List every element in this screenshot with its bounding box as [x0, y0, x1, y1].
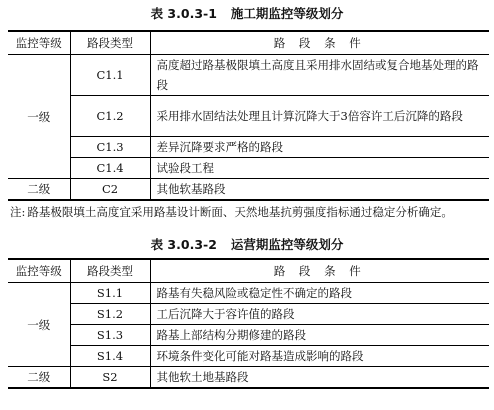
table1-level-cell: 一级	[8, 55, 70, 179]
table1-condition-cell: 试验段工程	[150, 158, 489, 179]
table2-header-level: 监控等级	[8, 259, 70, 283]
table-row	[8, 325, 489, 346]
table1-header-type: 路段类型	[70, 31, 150, 55]
table1-condition-cell: 高度超过路基极限填土高度且采用排水固结或复合地基处理的路段	[150, 55, 489, 96]
operation-monitoring-table	[8, 258, 489, 389]
table1-header-row	[8, 31, 489, 55]
table2-condition-cell: 路基有失稳风险或稳定性不确定的路段	[150, 283, 489, 304]
table2-header-row	[8, 259, 489, 283]
table1-level-cell: 二级	[8, 179, 70, 201]
table2-condition-cell: 环境条件变化可能对路基造成影响的路段	[150, 346, 489, 367]
table2-level-cell: 二级	[8, 367, 70, 389]
table-row	[8, 96, 489, 137]
note-label: 注:	[10, 205, 26, 219]
table2-type-cell: S2	[70, 367, 150, 389]
note-text: 路基极限填土高度宜采用路基设计断面、天然地基抗剪强度指标通过稳定分析确定。	[27, 205, 453, 219]
table1-note	[10, 204, 488, 221]
table1-type-cell: C2	[70, 179, 150, 201]
table1-header-condition: 路 段 条 件	[150, 31, 489, 55]
table1-type-cell: C1.1	[70, 55, 150, 96]
table2-type-cell: S1.3	[70, 325, 150, 346]
table1-condition-cell: 采用排水固结法处理且计算沉降大于3倍容许工后沉降的路段	[150, 96, 489, 137]
table-row	[8, 304, 489, 325]
table2-title: 运营期监控等级划分	[230, 237, 344, 252]
table2-condition-cell: 工后沉降大于容许值的路段	[150, 304, 489, 325]
table1-condition-cell: 其他软基路段	[150, 179, 489, 201]
table2-caption	[0, 237, 494, 253]
table2-type-cell: S1.4	[70, 346, 150, 367]
table1-number: 表 3.0.3-1	[150, 6, 217, 21]
table-row	[8, 179, 489, 201]
table1-condition-cell: 差异沉降要求严格的路段	[150, 137, 489, 158]
table1-type-cell: C1.2	[70, 96, 150, 137]
table-row	[8, 55, 489, 96]
table-row	[8, 158, 489, 179]
construction-monitoring-table	[8, 30, 489, 201]
table2-type-cell: S1.2	[70, 304, 150, 325]
table1-caption	[0, 6, 494, 22]
table1-type-cell: C1.3	[70, 137, 150, 158]
table-row	[8, 137, 489, 158]
table-row	[8, 367, 489, 389]
table2-condition-cell: 路基上部结构分期修建的路段	[150, 325, 489, 346]
table1-header-level: 监控等级	[8, 31, 70, 55]
table2-type-cell: S1.1	[70, 283, 150, 304]
table2-header-type: 路段类型	[70, 259, 150, 283]
table2-condition-cell: 其他软土地基路段	[150, 367, 489, 389]
table2-number: 表 3.0.3-2	[150, 237, 217, 252]
table-row	[8, 283, 489, 304]
table1-title: 施工期监控等级划分	[230, 6, 344, 21]
table2-header-condition: 路 段 条 件	[150, 259, 489, 283]
table2-level-cell: 一级	[8, 283, 70, 367]
table1-type-cell: C1.4	[70, 158, 150, 179]
table-row	[8, 346, 489, 367]
